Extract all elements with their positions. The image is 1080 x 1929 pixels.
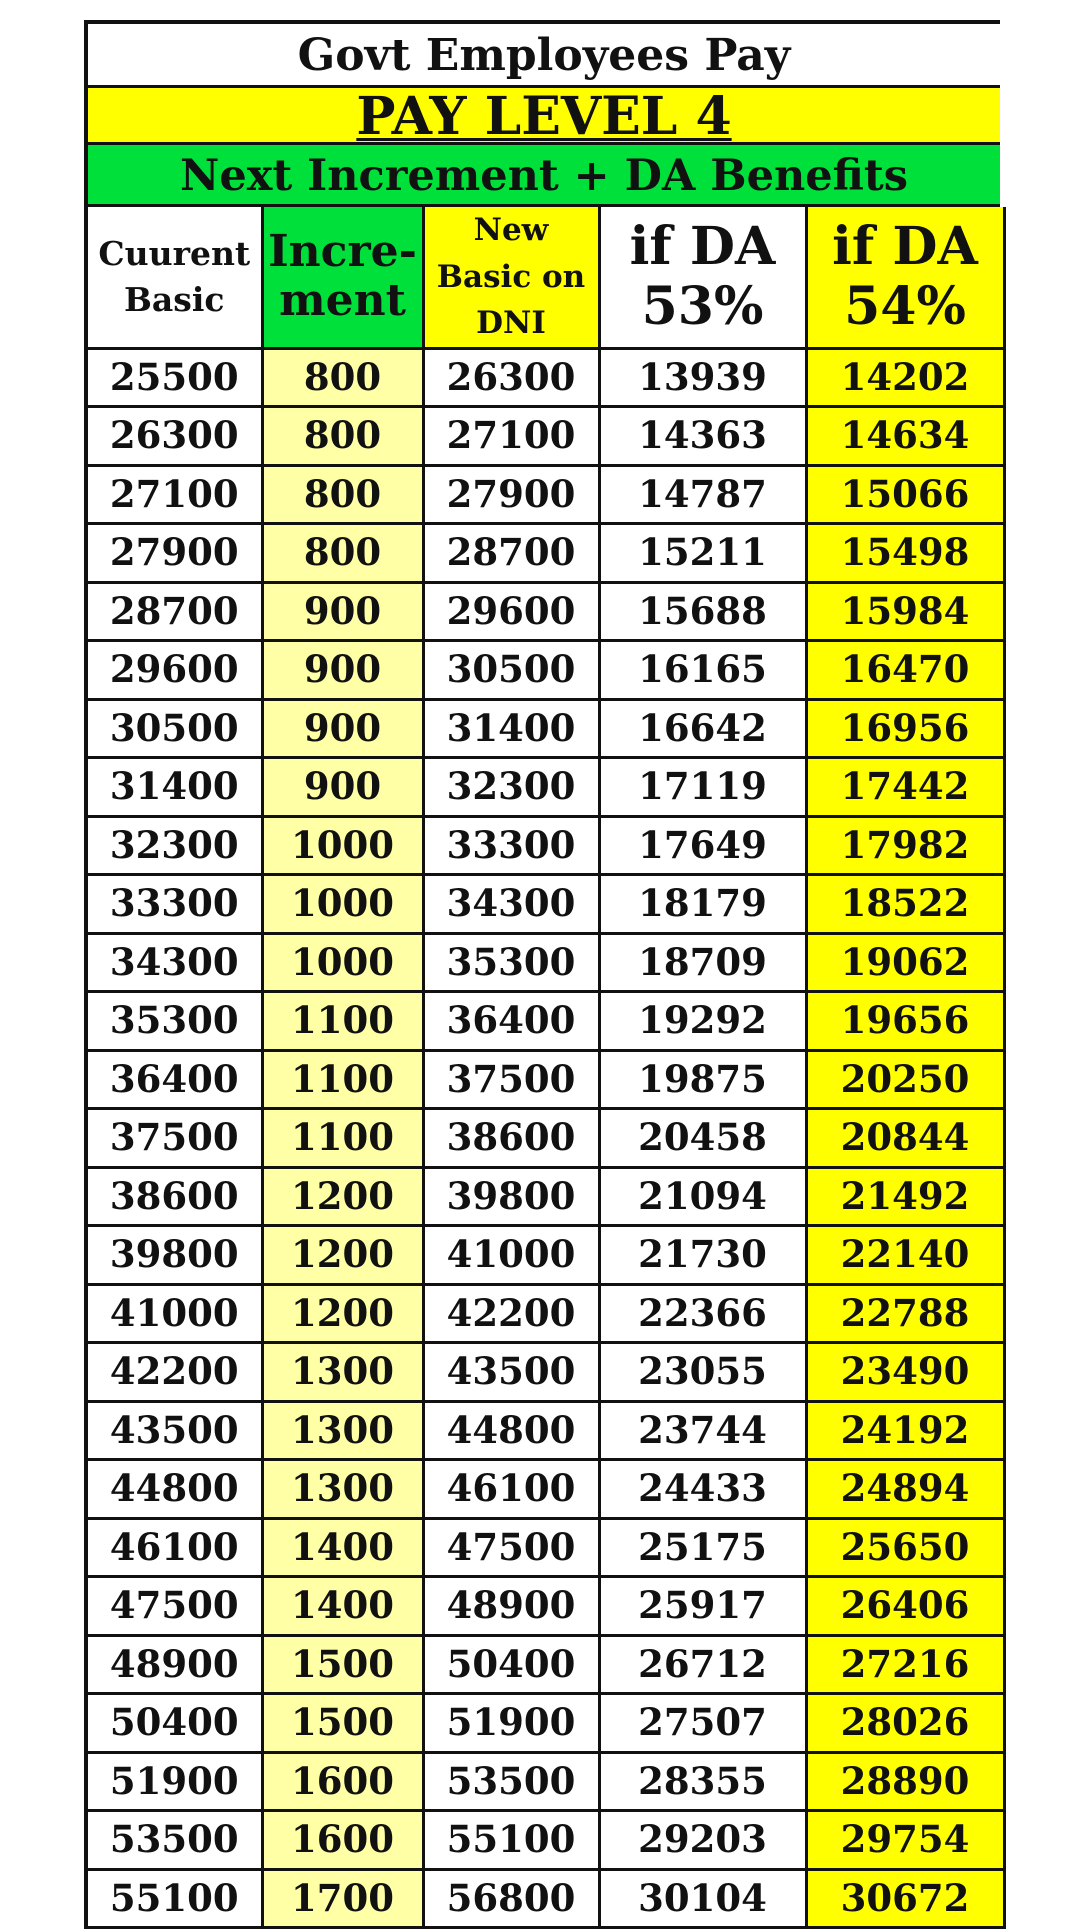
increment-cell: 800 <box>262 348 423 407</box>
da-53-cell: 26712 <box>599 1635 806 1694</box>
da-53-cell: 18179 <box>599 875 806 934</box>
new-basic-cell: 53500 <box>423 1752 599 1811</box>
table-row <box>88 407 1004 466</box>
table-row <box>88 758 1004 817</box>
current-basic-cell: 47500 <box>88 1577 262 1636</box>
new-basic-cell: 32300 <box>423 758 599 817</box>
da-54-cell: 15066 <box>806 465 1004 524</box>
new-basic-cell: 51900 <box>423 1694 599 1753</box>
table-row <box>88 1518 1004 1577</box>
da-53-cell: 14787 <box>599 465 806 524</box>
increment-cell: 900 <box>262 641 423 700</box>
header-da-53: if DA 53% <box>599 207 806 348</box>
da-53-cell: 27507 <box>599 1694 806 1753</box>
da-54-cell: 24192 <box>806 1401 1004 1460</box>
da-53-cell: 23744 <box>599 1401 806 1460</box>
new-basic-cell: 30500 <box>423 641 599 700</box>
table-row <box>88 1343 1004 1402</box>
current-basic-cell: 32300 <box>88 816 262 875</box>
new-basic-cell: 31400 <box>423 699 599 758</box>
table-subtitle: Next Increment + DA Benefits <box>88 145 1000 207</box>
new-basic-cell: 48900 <box>423 1577 599 1636</box>
da-54-cell: 28890 <box>806 1752 1004 1811</box>
new-basic-cell: 27900 <box>423 465 599 524</box>
new-basic-cell: 43500 <box>423 1343 599 1402</box>
da-54-cell: 24894 <box>806 1460 1004 1519</box>
da-53-cell: 17119 <box>599 758 806 817</box>
da-54-cell: 18522 <box>806 875 1004 934</box>
table-row <box>88 524 1004 583</box>
increment-cell: 1000 <box>262 816 423 875</box>
da-54-cell: 20250 <box>806 1050 1004 1109</box>
table-row <box>88 1577 1004 1636</box>
increment-cell: 1300 <box>262 1401 423 1460</box>
table-row <box>88 641 1004 700</box>
da-54-cell: 30672 <box>806 1869 1004 1928</box>
increment-cell: 1000 <box>262 933 423 992</box>
current-basic-cell: 31400 <box>88 758 262 817</box>
pay-level-heading <box>88 88 1000 145</box>
da-53-cell: 30104 <box>599 1869 806 1928</box>
increment-cell: 1700 <box>262 1869 423 1928</box>
new-basic-cell: 50400 <box>423 1635 599 1694</box>
pay-table-sheet <box>84 20 1000 1929</box>
table-row <box>88 1226 1004 1285</box>
da-53-cell: 23055 <box>599 1343 806 1402</box>
da-53-cell: 21094 <box>599 1167 806 1226</box>
table-row <box>88 1460 1004 1519</box>
new-basic-cell: 29600 <box>423 582 599 641</box>
table-row <box>88 1635 1004 1694</box>
da-54-cell: 22140 <box>806 1226 1004 1285</box>
increment-cell: 1500 <box>262 1694 423 1753</box>
da-53-cell: 21730 <box>599 1226 806 1285</box>
da-53-cell: 25175 <box>599 1518 806 1577</box>
increment-cell: 800 <box>262 524 423 583</box>
new-basic-cell: 42200 <box>423 1284 599 1343</box>
current-basic-cell: 50400 <box>88 1694 262 1753</box>
table-row <box>88 1050 1004 1109</box>
current-basic-cell: 51900 <box>88 1752 262 1811</box>
table-row <box>88 348 1004 407</box>
increment-cell: 1100 <box>262 1050 423 1109</box>
increment-cell: 800 <box>262 465 423 524</box>
new-basic-cell: 34300 <box>423 875 599 934</box>
da-53-cell: 19875 <box>599 1050 806 1109</box>
da-53-cell: 16642 <box>599 699 806 758</box>
da-54-cell: 16470 <box>806 641 1004 700</box>
da-53-cell: 24433 <box>599 1460 806 1519</box>
table-row <box>88 1869 1004 1928</box>
increment-cell: 800 <box>262 407 423 466</box>
increment-cell: 1600 <box>262 1811 423 1870</box>
da-54-cell: 22788 <box>806 1284 1004 1343</box>
da-54-cell: 16956 <box>806 699 1004 758</box>
increment-cell: 900 <box>262 699 423 758</box>
da-54-cell: 23490 <box>806 1343 1004 1402</box>
da-54-cell: 25650 <box>806 1518 1004 1577</box>
table-body <box>88 348 1004 1928</box>
current-basic-cell: 55100 <box>88 1869 262 1928</box>
current-basic-cell: 44800 <box>88 1460 262 1519</box>
current-basic-cell: 33300 <box>88 875 262 934</box>
da-54-cell: 26406 <box>806 1577 1004 1636</box>
da-54-cell: 29754 <box>806 1811 1004 1870</box>
current-basic-cell: 41000 <box>88 1284 262 1343</box>
new-basic-cell: 56800 <box>423 1869 599 1928</box>
da-54-cell: 19656 <box>806 992 1004 1051</box>
header-row <box>88 207 1004 348</box>
current-basic-cell: 34300 <box>88 933 262 992</box>
new-basic-cell: 36400 <box>423 992 599 1051</box>
increment-cell: 1100 <box>262 992 423 1051</box>
increment-cell: 1200 <box>262 1167 423 1226</box>
da-53-cell: 18709 <box>599 933 806 992</box>
da-53-cell: 16165 <box>599 641 806 700</box>
header-increment: Incre- ment <box>262 207 423 348</box>
new-basic-cell: 44800 <box>423 1401 599 1460</box>
da-54-cell: 21492 <box>806 1167 1004 1226</box>
current-basic-cell: 28700 <box>88 582 262 641</box>
table-row <box>88 1752 1004 1811</box>
header-new-basic: New Basic on DNI <box>423 207 599 348</box>
da-53-cell: 25917 <box>599 1577 806 1636</box>
da-53-cell: 28355 <box>599 1752 806 1811</box>
increment-cell: 1300 <box>262 1460 423 1519</box>
da-54-cell: 14634 <box>806 407 1004 466</box>
da-53-cell: 14363 <box>599 407 806 466</box>
da-54-cell: 15984 <box>806 582 1004 641</box>
new-basic-cell: 38600 <box>423 1109 599 1168</box>
da-54-cell: 20844 <box>806 1109 1004 1168</box>
increment-cell: 1100 <box>262 1109 423 1168</box>
current-basic-cell: 46100 <box>88 1518 262 1577</box>
table-row <box>88 1167 1004 1226</box>
current-basic-cell: 25500 <box>88 348 262 407</box>
current-basic-cell: 27900 <box>88 524 262 583</box>
new-basic-cell: 27100 <box>423 407 599 466</box>
da-54-cell: 27216 <box>806 1635 1004 1694</box>
current-basic-cell: 42200 <box>88 1343 262 1402</box>
new-basic-cell: 26300 <box>423 348 599 407</box>
header-current-basic: Cuurent Basic <box>88 207 262 348</box>
table-row <box>88 1694 1004 1753</box>
current-basic-cell: 39800 <box>88 1226 262 1285</box>
new-basic-cell: 47500 <box>423 1518 599 1577</box>
table-row <box>88 875 1004 934</box>
table-row <box>88 1811 1004 1870</box>
table-row <box>88 992 1004 1051</box>
current-basic-cell: 48900 <box>88 1635 262 1694</box>
da-53-cell: 20458 <box>599 1109 806 1168</box>
new-basic-cell: 41000 <box>423 1226 599 1285</box>
da-54-cell: 15498 <box>806 524 1004 583</box>
table-row <box>88 933 1004 992</box>
current-basic-cell: 53500 <box>88 1811 262 1870</box>
pay-matrix-table <box>88 207 1006 1929</box>
current-basic-cell: 27100 <box>88 465 262 524</box>
table-row <box>88 582 1004 641</box>
new-basic-cell: 46100 <box>423 1460 599 1519</box>
pay-level-text: PAY LEVEL 4 <box>356 88 732 145</box>
da-54-cell: 28026 <box>806 1694 1004 1753</box>
increment-cell: 1200 <box>262 1284 423 1343</box>
table-row <box>88 1401 1004 1460</box>
new-basic-cell: 55100 <box>423 1811 599 1870</box>
current-basic-cell: 38600 <box>88 1167 262 1226</box>
increment-cell: 1600 <box>262 1752 423 1811</box>
da-53-cell: 22366 <box>599 1284 806 1343</box>
da-53-cell: 17649 <box>599 816 806 875</box>
new-basic-cell: 28700 <box>423 524 599 583</box>
increment-cell: 1000 <box>262 875 423 934</box>
new-basic-cell: 33300 <box>423 816 599 875</box>
new-basic-cell: 39800 <box>423 1167 599 1226</box>
da-54-cell: 14202 <box>806 348 1004 407</box>
da-54-cell: 19062 <box>806 933 1004 992</box>
current-basic-cell: 36400 <box>88 1050 262 1109</box>
table-row <box>88 816 1004 875</box>
table-row <box>88 1109 1004 1168</box>
table-row <box>88 465 1004 524</box>
current-basic-cell: 37500 <box>88 1109 262 1168</box>
da-53-cell: 13939 <box>599 348 806 407</box>
current-basic-cell: 26300 <box>88 407 262 466</box>
increment-cell: 1400 <box>262 1518 423 1577</box>
da-53-cell: 19292 <box>599 992 806 1051</box>
table-row <box>88 699 1004 758</box>
increment-cell: 1400 <box>262 1577 423 1636</box>
da-54-cell: 17982 <box>806 816 1004 875</box>
current-basic-cell: 29600 <box>88 641 262 700</box>
current-basic-cell: 43500 <box>88 1401 262 1460</box>
new-basic-cell: 37500 <box>423 1050 599 1109</box>
table-row <box>88 1284 1004 1343</box>
da-54-cell: 17442 <box>806 758 1004 817</box>
increment-cell: 1200 <box>262 1226 423 1285</box>
table-title: Govt Employees Pay <box>88 24 1000 88</box>
header-da-54: if DA 54% <box>806 207 1004 348</box>
da-53-cell: 15211 <box>599 524 806 583</box>
new-basic-cell: 35300 <box>423 933 599 992</box>
increment-cell: 900 <box>262 758 423 817</box>
da-53-cell: 29203 <box>599 1811 806 1870</box>
current-basic-cell: 30500 <box>88 699 262 758</box>
increment-cell: 900 <box>262 582 423 641</box>
da-53-cell: 15688 <box>599 582 806 641</box>
increment-cell: 1300 <box>262 1343 423 1402</box>
increment-cell: 1500 <box>262 1635 423 1694</box>
current-basic-cell: 35300 <box>88 992 262 1051</box>
